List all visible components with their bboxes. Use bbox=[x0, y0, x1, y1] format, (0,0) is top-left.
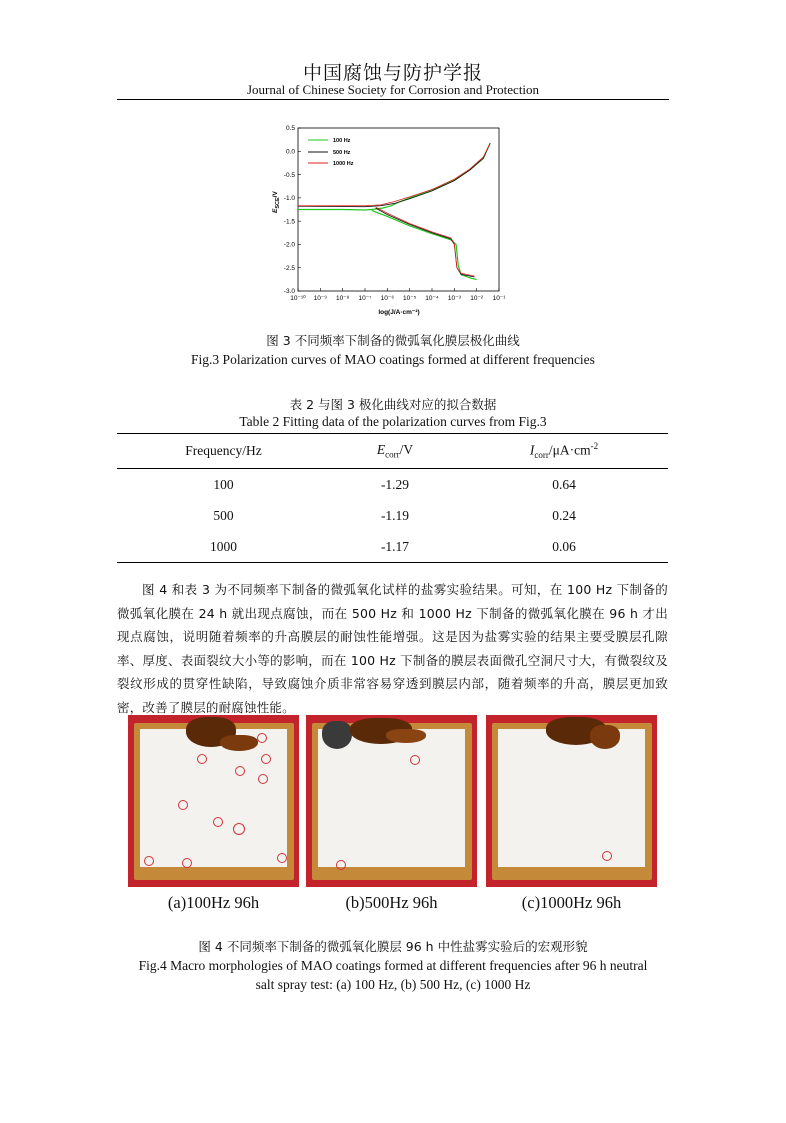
table-row bbox=[117, 500, 668, 531]
sample-plate bbox=[318, 729, 465, 867]
corrosion-spot bbox=[336, 860, 346, 870]
x-tick-label: 10⁻³ bbox=[447, 295, 461, 302]
journal-title-cn: 中国腐蚀与防护学报 bbox=[302, 62, 483, 84]
photo-1000hz-sample bbox=[486, 715, 657, 887]
fitting-data-table bbox=[117, 433, 668, 563]
x-tick-label: 10⁻⁷ bbox=[358, 295, 372, 302]
y-tick-label: -0.5 bbox=[283, 171, 295, 179]
legend-label-100hz: 100 Hz bbox=[333, 138, 351, 144]
corrosion-spot bbox=[213, 817, 223, 827]
table2-caption-en: Table 2 Fitting data of the polarization curves from Fig.3 bbox=[239, 414, 547, 429]
corrosion-spot bbox=[235, 766, 245, 776]
legend-label-1000hz: 1000 Hz bbox=[333, 161, 354, 167]
corrosion-spot bbox=[277, 853, 287, 863]
photo-label-c: (c)1000Hz 96h bbox=[521, 893, 622, 912]
photo-500hz-sample bbox=[306, 715, 477, 887]
figure3-caption-cn: 图 3 不同频率下制备的微弧氧化膜层极化曲线 bbox=[266, 333, 520, 348]
corrosion-spot bbox=[261, 754, 271, 764]
table-header-row bbox=[117, 434, 668, 469]
x-tick-label: 10⁻⁶ bbox=[380, 295, 395, 302]
clip-blob bbox=[322, 721, 352, 749]
sealant-blob bbox=[590, 725, 620, 749]
table2-caption-cn: 表 2 与图 3 极化曲线对应的拟合数据 bbox=[289, 397, 497, 412]
x-tick-label: 10⁻⁸ bbox=[335, 295, 350, 302]
cell-ecorr: -1.19 bbox=[380, 507, 410, 523]
header-icorr: $I_{corr}/\mu A\cdot cm^{-2}$ bbox=[460, 434, 668, 469]
y-tick-label: 0.0 bbox=[285, 148, 295, 156]
cell-ecorr: -1.29 bbox=[380, 476, 410, 492]
corrosion-spot bbox=[178, 800, 188, 810]
body-paragraph: 图 4 和表 3 为不同频率下制备的微弧氧化试样的盐雾实验结果。可知，在 100 Hz 下制备的微弧氧化膜在 24 h 就出现点腐蚀，而在 500 Hz 和 1000 Hz 下制备的微弧氧化膜在 96 h 才出现点腐蚀，说明随着频率的升高膜层的耐蚀性能增强。这是因为盐雾实验的结果主要受膜层孔隙率、厚度、表面裂纹大小等的影响，而在 100 Hz 下制备的膜层表面微孔空洞尺寸大，有微裂纹及裂纹形成的贯穿性缺陷，导致腐蚀介质非常容易穿透到膜层内部，随着频率的升高，膜层更加致密，改善了膜层的耐腐蚀性能。 bbox=[117, 582, 668, 715]
x-tick-label: 10⁻⁵ bbox=[402, 295, 417, 302]
sealant-blob bbox=[386, 729, 426, 743]
corrosion-spot bbox=[257, 733, 267, 743]
y-tick-label: -3.0 bbox=[283, 288, 295, 296]
cell-icorr: 0.06 bbox=[460, 531, 668, 563]
corrosion-spot bbox=[602, 851, 612, 861]
corrosion-spot bbox=[144, 856, 154, 866]
corrosion-spot bbox=[410, 755, 420, 765]
y-tick-label: -2.0 bbox=[283, 241, 295, 249]
x-tick-label: 10⁻² bbox=[470, 295, 484, 302]
corrosion-spot bbox=[197, 754, 207, 764]
y-tick-label: -1.5 bbox=[283, 218, 295, 226]
header-rule bbox=[117, 99, 669, 100]
corrosion-spot bbox=[182, 858, 192, 868]
cell-frequency: 500 bbox=[213, 507, 234, 523]
cell-icorr: 0.24 bbox=[552, 507, 576, 523]
journal-title-en: Journal of Chinese Society for Corrosion and Protection bbox=[246, 82, 540, 97]
x-tick-label: 10⁻¹⁰ bbox=[290, 295, 306, 302]
cell-frequency: 100 bbox=[213, 476, 234, 492]
figure4-caption-en-line1: Fig.4 Macro morphologies of MAO coatings formed at different frequencies after 96 h neutral bbox=[138, 958, 648, 973]
figure4-caption-cn: 图 4 不同频率下制备的微弧氧化膜层 96 h 中性盐雾实验后的宏观形貌 bbox=[198, 939, 588, 954]
table-row bbox=[117, 531, 668, 563]
x-tick-label: 10⁻⁹ bbox=[313, 295, 328, 302]
photo-label-a: (a)100Hz 96h bbox=[167, 893, 260, 912]
header-frequency: Frequency/Hz bbox=[117, 434, 330, 469]
header-ecorr: $E_{corr}/V$ bbox=[330, 434, 460, 469]
x-axis-label: log(J/A·cm⁻²) bbox=[378, 309, 420, 316]
y-tick-label: 0.5 bbox=[285, 125, 295, 133]
y-tick-label: -1.0 bbox=[283, 195, 295, 203]
polarization-chart bbox=[268, 122, 514, 318]
sample-plate bbox=[498, 729, 645, 867]
table-row bbox=[117, 469, 668, 501]
x-tick-label: 10⁻¹ bbox=[492, 295, 506, 302]
photo-label-b: (b)500Hz 96h bbox=[345, 893, 438, 912]
figure3-caption-en: Fig.3 Polarization curves of MAO coatings formed at different frequencies bbox=[191, 352, 595, 367]
corrosion-spot bbox=[258, 774, 268, 784]
sample-plate bbox=[140, 729, 287, 867]
legend-label-500hz: 500 Hz bbox=[333, 150, 351, 156]
sealant-blob bbox=[220, 735, 258, 751]
y-axis-label: $E_{SCE}/V$ bbox=[272, 191, 281, 213]
x-tick-label: 10⁻⁴ bbox=[425, 295, 439, 302]
y-tick-label: -2.5 bbox=[283, 264, 295, 272]
cell-frequency: 1000 bbox=[117, 531, 330, 563]
cell-ecorr: -1.17 bbox=[330, 531, 460, 563]
photo-100hz-sample bbox=[128, 715, 299, 887]
corrosion-spot bbox=[233, 823, 245, 835]
figure4-caption-en-line2: salt spray test: (a) 100 Hz, (b) 500 Hz, (c) 1000 Hz bbox=[255, 977, 531, 992]
cell-icorr: 0.64 bbox=[552, 476, 576, 492]
